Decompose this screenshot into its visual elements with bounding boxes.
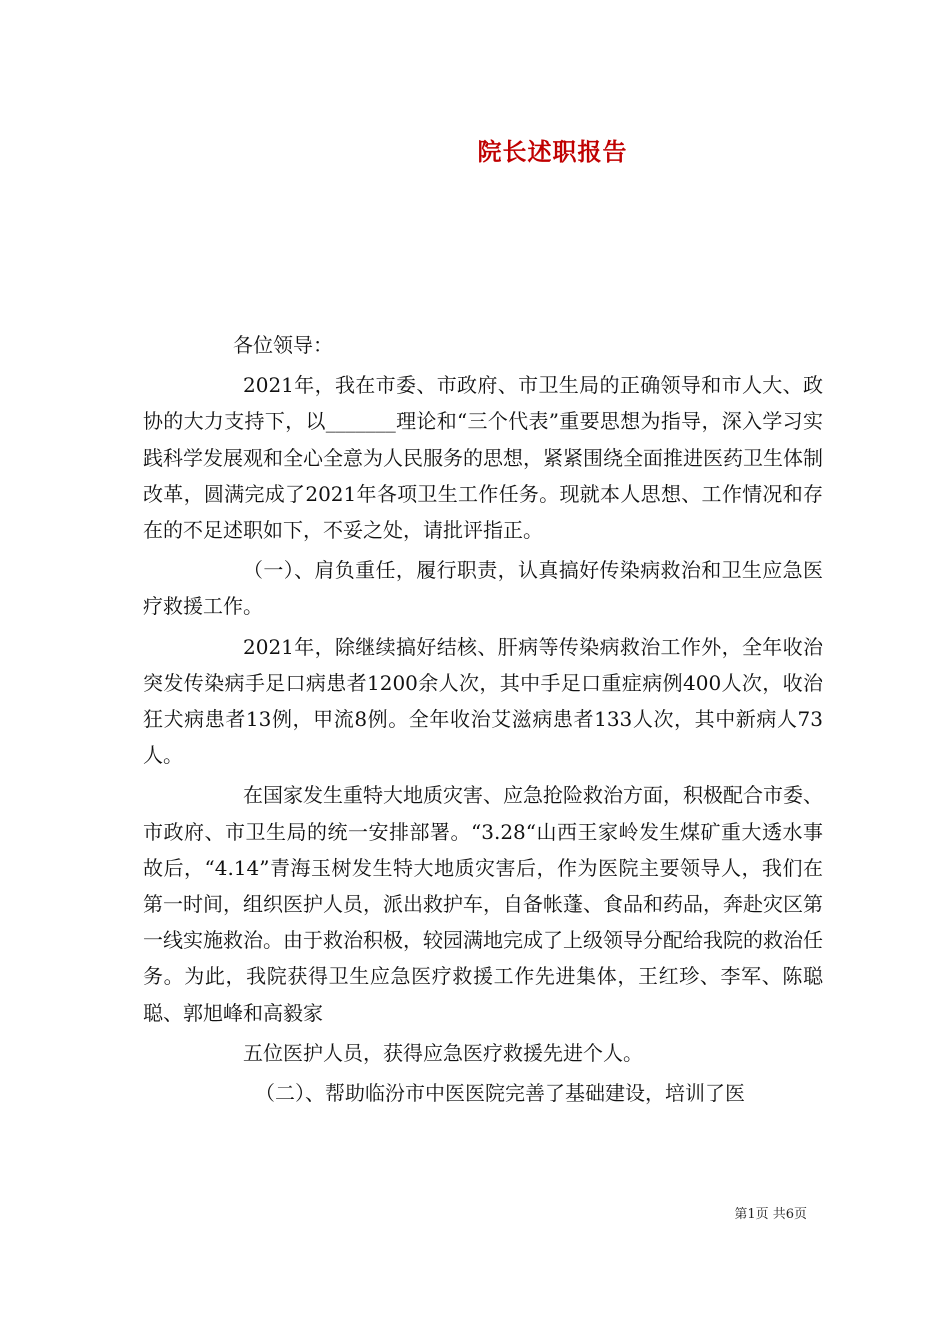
section-heading-1: （一）、肩负重任，履行职责，认真搞好传染病救治和卫生应急医疗救援工作。 — [143, 558, 823, 619]
page-number: 第1页 共6页 — [734, 1207, 807, 1222]
paragraph-intro: 2021年，我在市委、市政府、市卫生局的正确领导和市人大、政协的大力支持下，以_______理论和“三个代表”重要思想为指导，深入学习实践科学发展观和全心全意为人民服务的思想，紧紧围绕全面推进医药卫生体制改革，圆满完成了2021年各项卫生工作任务。现就本人思想、工作情况和存在的不足述职如下，不妥之处，请批评指正。 — [143, 373, 823, 543]
salutation: 各位领导： — [233, 333, 333, 357]
paragraph-disaster-relief: 在国家发生重特大地质灾害、应急抢险救治方面，积极配合市委、市政府、市卫生局的统一安排部署。“3.28“山西王家岭发生煤矿重大透水事故后，“4.14”青海玉树发生特大地质灾害后，作为医院主要领导人，我们在第一时间，组织医护人员，派出救护车，自备帐蓬、食品和药品，奔赴灾区第一线实施救治。由于救治积极，较园满地完成了上级领导分配给我院的救治任务。为此，我院获得卫生应急医疗救援工作先进集体，王红珍、李军、陈聪聪、郭旭峰和高毅家 — [143, 783, 823, 1025]
paragraph-statistics: 2021年，除继续搞好结核、肝病等传染病救治工作外，全年收治突发传染病手足口病患者1200余人次，其中手足口重症病例400人次，收治狂犬病患者13例，甲流8例。全年收治艾滋病患者133人次，其中新病人73人。 — [143, 634, 823, 768]
document-title: 院长述职报告 — [477, 137, 628, 166]
section-heading-2: （二）、帮助临汾市中医医院完善了基础建设，培训了医 — [255, 1081, 745, 1106]
paragraph-individuals: 五位医护人员，获得应急医疗救援先进个人。 — [243, 1040, 643, 1065]
document-body — [143, 327, 823, 1115]
